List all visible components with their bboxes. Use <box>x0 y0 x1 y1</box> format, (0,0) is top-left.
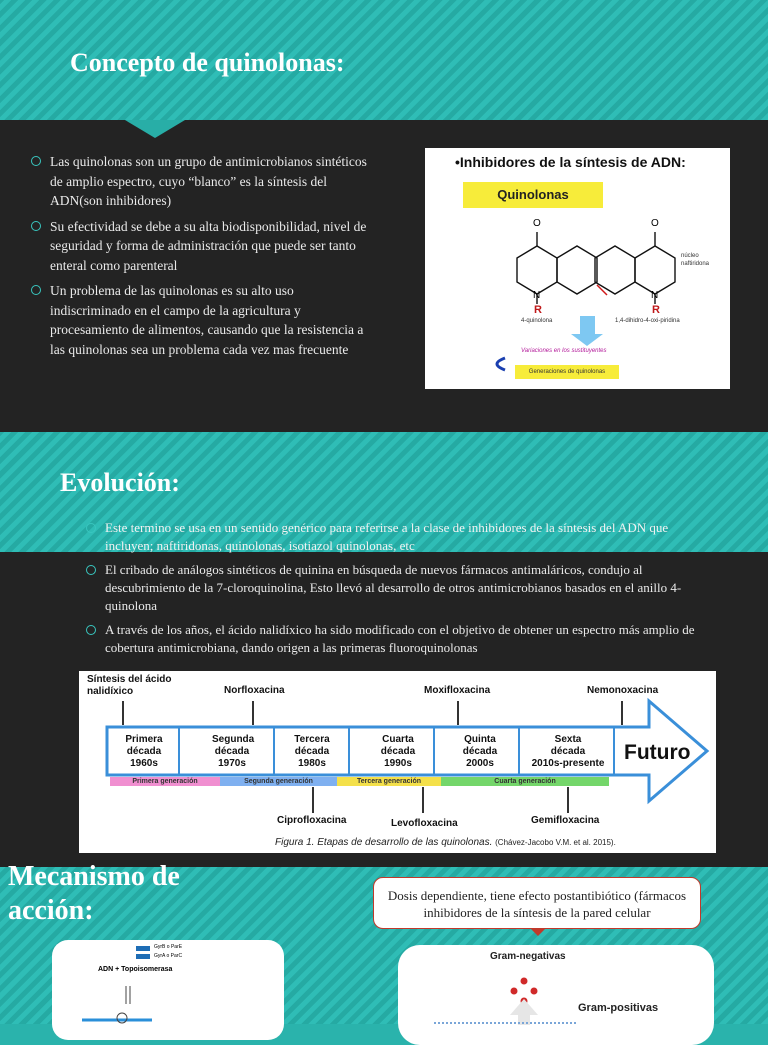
generation-bar-4: Cuarta generación <box>441 777 609 786</box>
bullet-circle-icon <box>86 523 96 533</box>
pointer-notch <box>125 120 185 138</box>
gram-positive-label: Gram-positivas <box>578 1002 659 1014</box>
fig1-label: GyrA o ParC <box>154 953 183 959</box>
timeline-bottom-label: Ciprofloxacina <box>277 815 347 826</box>
tick-line <box>312 787 314 813</box>
bullet-circle-icon <box>31 221 41 231</box>
tick-line <box>567 787 569 813</box>
enzyme-diagram <box>52 940 284 1040</box>
timeline-top-label: Síntesis del ácido nalidíxico <box>87 674 172 697</box>
decade-6: Sexta década 2010s-presente <box>531 734 605 769</box>
bullet-circle-icon <box>31 156 41 166</box>
mechanism-figure-2 <box>398 945 714 1045</box>
mol1-caption: 4-quinolona <box>521 318 553 324</box>
dosage-callout <box>373 877 701 929</box>
bullet-item: A través de los años, el ácido nalidíxico ha sido modificado con el objetivo de obtener un espectro más amplio de cobertura antimicrobiana, dando origen a las primeras fluoroquinolonas <box>83 621 713 657</box>
caption-text: Figura 1. Etapas de desarrollo de las quinolonas. <box>275 837 493 848</box>
fig1-equation: ADN + Topoisomerasa <box>98 966 173 973</box>
timeline-bottom-label: Gemifloxacina <box>531 815 600 826</box>
timeline-top-label: Nemonoxacina <box>587 685 659 696</box>
timeline-caption <box>275 837 616 848</box>
atom-r-right: R <box>652 304 660 316</box>
quinolonas-label: Quinolonas <box>463 182 603 208</box>
section3-title: Mecanismo de acción: <box>8 861 180 926</box>
decade-2: Segunda década 1970s <box>212 734 255 769</box>
section1-bullets <box>28 152 368 365</box>
decade-5: Quinta década 2000s <box>462 734 498 769</box>
fig1-label: GyrB o ParE <box>154 944 183 950</box>
section2-title: Evolución: <box>60 468 180 497</box>
atom-o-right: O <box>651 218 659 229</box>
generation-bar-1: Primera generación <box>110 777 220 786</box>
callout-text: Dosis dependiente, tiene efecto postantibiótico (fármacos inhibidores de la síntesis de la pared celular <box>387 888 687 920</box>
timeline-bottom-label: Levofloxacina <box>391 818 458 829</box>
figure-heading: •Inhibidores de la síntesis de ADN: <box>455 154 686 170</box>
callout-tail <box>530 928 546 936</box>
bullet-item: Este termino se usa en un sentido genérico para referirse a la clase de inhibidores de la síntesis del ADN que incluyen; naftiridonas, quinolonas, isotiazol quinolonas, etc <box>83 519 713 555</box>
bullet-item: Un problema de las quinolonas es su alto uso indiscriminado en el campo de la agricultura y procesamiento de alimentos, causando que la resistencia a las quinolonas sea un problema cada vez mas frecuente <box>28 281 368 359</box>
timeline-top-label: Norfloxacina <box>224 685 285 696</box>
atom-n-left: N <box>533 290 541 301</box>
atom-o-left: O <box>533 218 541 229</box>
mol2-note: núcleo naftiridona <box>681 253 710 267</box>
generations-label: Generaciones de quinolonas <box>515 365 619 379</box>
decade-1: Primera década 1960s <box>125 734 163 769</box>
bullet-item: Las quinolonas son un grupo de antimicrobianos sintéticos de amplio espectro, cuyo “blanco” es la síntesis del ADN(son inhibidores) <box>28 152 368 211</box>
caption-citation: (Chávez-Jacobo V.M. et al. 2015). <box>495 838 616 847</box>
timeline-top-label: Moxifloxacina <box>424 685 491 696</box>
decade-4: Cuarta década 1990s <box>380 734 416 769</box>
mechanism-figure-1 <box>52 940 284 1040</box>
section2-bullets <box>83 519 713 663</box>
tick-line <box>422 787 424 813</box>
bullet-item: El cribado de análogos sintéticos de quinina en búsqueda de nuevos fármacos antimaláricos, condujo al descubrimiento de la 7-cloroquinolina, Esto llevó al desarrollo de otros antimicrobianos basados en el anillo 4-quinolona <box>83 561 713 615</box>
timeline-figure <box>79 671 716 853</box>
generation-bar-2: Segunda generación <box>220 777 337 786</box>
atom-r-left: R <box>534 304 542 316</box>
bullet-circle-icon <box>31 285 41 295</box>
mol2-caption: 1,4-dihidro-4-oxi-piridina <box>615 318 680 324</box>
section1-title: Concepto de quinolonas: <box>70 48 345 77</box>
future-label: Futuro <box>624 741 691 764</box>
bullet-circle-icon <box>86 565 96 575</box>
quinolone-figure <box>425 148 730 389</box>
variation-text: Variaciones en los sustituyentes <box>521 348 607 354</box>
bullet-circle-icon <box>86 625 96 635</box>
generation-bar-3: Tercera generación <box>337 777 441 786</box>
bacteria-diagram <box>398 945 714 1045</box>
gram-negative-label: Gram-negativas <box>490 951 566 962</box>
decade-3: Tercera década 1980s <box>294 734 330 769</box>
atom-n-right: N <box>651 290 659 301</box>
bullet-item: Su efectividad se debe a su alta biodisponibilidad, nivel de seguridad y forma de administración que puede ser tanto enteral como parenteral <box>28 217 368 276</box>
